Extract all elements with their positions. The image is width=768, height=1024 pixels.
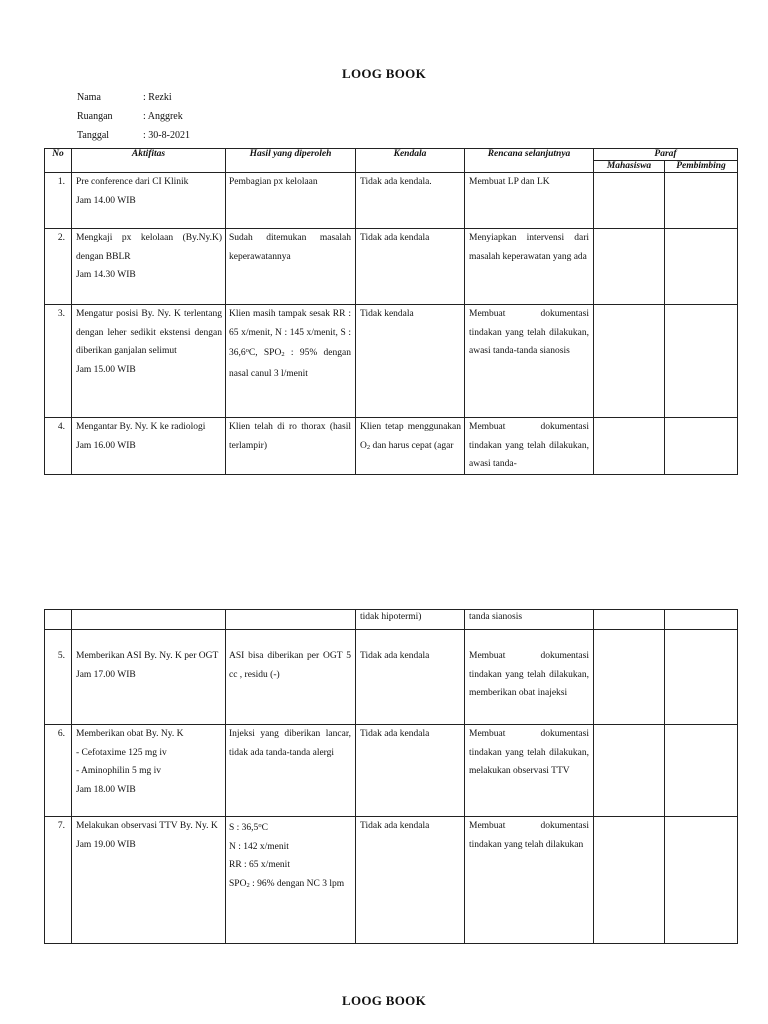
row-paraf-mahasiswa [594, 229, 665, 305]
row-no: 5. [45, 630, 72, 725]
rencana-text: tanda sianosis [469, 612, 523, 622]
header-hasil: Hasil yang diperoleh [226, 149, 356, 173]
table-row [45, 418, 738, 475]
row-no [45, 610, 72, 630]
ruangan-value: : Anggrek [143, 111, 183, 122]
row-aktifitas: Mengantar By. Ny. K ke radiologi Jam 16.00 WIB [72, 418, 226, 475]
table-row [45, 229, 738, 305]
row-no: 2. [45, 229, 72, 305]
row-rencana: Membuat dokumentasi tindakan yang telah dilakukan, awasi tanda-tanda sianosis [465, 305, 594, 418]
aktifitas-line: Memberikan obat By. Ny. K [76, 729, 184, 739]
kendala-text: tidak hipotermi) [360, 612, 422, 622]
row-hasil: Klien telah di ro thorax (hasil terlampir) [226, 418, 356, 475]
row-paraf-pembimbing [665, 630, 738, 725]
row-no: 4. [45, 418, 72, 475]
row-rencana: Membuat dokumentasi tindakan yang telah dilakukan, melakukan observasi TTV [465, 725, 594, 817]
row-hasil: ASI bisa diberikan per OGT 5 cc , residu (-) [226, 630, 356, 725]
table-row [45, 725, 738, 817]
row-kendala [356, 418, 465, 475]
row-aktifitas: Pre conference dari CI Klinik Jam 14.00 WIB [72, 173, 226, 229]
row-paraf-mahasiswa [594, 610, 665, 630]
hasil-text: : 95% dengan nasal canul 3 l/menit [229, 348, 351, 379]
row-rencana [465, 418, 594, 475]
tanggal-label: Tanggal [77, 130, 110, 141]
row-hasil: Pembagian px kelolaan [226, 173, 356, 229]
row-aktifitas: Memberikan ASI By. Ny. K per OGT Jam 17.00 WIB [72, 630, 226, 725]
row-hasil [226, 610, 356, 630]
table-row [45, 305, 738, 418]
header-paraf: Paraf [594, 149, 738, 161]
vital-sign-line [229, 875, 351, 896]
row-kendala: Tidak ada kendala [356, 725, 465, 817]
row-no: 6. [45, 725, 72, 817]
logbook-table [44, 148, 738, 475]
row-hasil [226, 305, 356, 418]
aktifitas-line: Jam 18.00 WIB [76, 784, 136, 795]
rencana-text: Membuat dokumentasi tindakan yang telah dilakukan, awasi tanda- [469, 422, 589, 469]
hasil-text: : 96% dengan NC 3 lpm [249, 878, 345, 889]
row-paraf-mahasiswa [594, 725, 665, 817]
row-aktifitas [72, 725, 226, 817]
row-paraf-pembimbing [665, 173, 738, 229]
header-mahasiswa: Mahasiswa [594, 161, 665, 173]
degree-mark: o [245, 347, 249, 354]
nama-value: : Rezki [143, 92, 172, 103]
row-paraf-pembimbing [665, 610, 738, 630]
row-rencana: Membuat LP dan LK [465, 173, 594, 229]
vital-sign-line [229, 817, 351, 838]
kendala-text: Klien tetap menggunakan O [360, 422, 461, 451]
header-aktifitas: Aktifitas [72, 149, 226, 173]
page-title: LOOG BOOK [342, 66, 426, 81]
hasil-text: C, SPO [248, 348, 282, 358]
row-no: 7. [45, 817, 72, 944]
row-paraf-mahasiswa [594, 817, 665, 944]
row-rencana [465, 610, 594, 630]
logbook-table-continued [44, 609, 738, 944]
row-aktifitas: Melakukan observasi TTV By. Ny. K Jam 19.00 WIB [72, 817, 226, 944]
row-paraf-pembimbing [665, 229, 738, 305]
row-paraf-mahasiswa [594, 418, 665, 475]
header-no: No [45, 149, 72, 173]
tanggal-value: : 30-8-2021 [143, 130, 190, 141]
degree-mark: o [258, 822, 262, 829]
row-paraf-mahasiswa [594, 305, 665, 418]
row-kendala [356, 610, 465, 630]
row-kendala: Tidak ada kendala. [356, 173, 465, 229]
hasil-text: S : 36,5 [229, 823, 259, 833]
table-row [45, 173, 738, 229]
row-paraf-pembimbing [665, 725, 738, 817]
vital-sign-line: RR : 65 x/menit [229, 860, 290, 870]
table-row [45, 817, 738, 944]
row-rencana: Menyiapkan intervensi dari masalah keperawatan yang ada [465, 229, 594, 305]
hasil-text: C [261, 823, 268, 833]
row-hasil: Sudah ditemukan masalah keperawatannya [226, 229, 356, 305]
row-kendala: Tidak ada kendala [356, 630, 465, 725]
row-rencana: Membuat dokumentasi tindakan yang telah dilakukan, memberikan obat inajeksi [465, 630, 594, 725]
hasil-text: Klien masih tampak sesak RR : 65 x/menit, N : 145 x/menit, S : 36,6 [229, 309, 351, 358]
page-title-next: LOOG BOOK [342, 993, 426, 1008]
table-row [45, 630, 738, 725]
row-kendala: Tidak ada kendala [356, 817, 465, 944]
header-kendala: Kendala [356, 149, 465, 173]
vital-sign-line: N : 142 x/menit [229, 841, 289, 852]
ruangan-label: Ruangan [77, 111, 113, 122]
row-paraf-mahasiswa [594, 630, 665, 725]
nama-label: Nama [77, 92, 101, 103]
aktifitas-line: - Cefotaxime 125 mg iv [76, 747, 167, 758]
subscript: 2 [366, 443, 371, 451]
row-paraf-pembimbing [665, 418, 738, 475]
row-rencana: Membuat dokumentasi tindakan yang telah dilakukan [465, 817, 594, 944]
row-aktifitas: Mengkaji px kelolaan (By.Ny.K) dengan BBLR Jam 14.30 WIB [72, 229, 226, 305]
row-aktifitas: Mengatur posisi By. Ny. K terlentang dengan leher sedikit ekstensi dengan diberikan ganjalan selimut Jam 15.00 WIB [72, 305, 226, 418]
row-kendala: Tidak kendala [356, 305, 465, 418]
row-paraf-pembimbing [665, 305, 738, 418]
subscript: 2 [281, 351, 285, 358]
kendala-text: dan harus cepat (agar [370, 440, 454, 451]
row-hasil: Injeksi yang diberikan lancar, tidak ada tanda-tanda alergi [226, 725, 356, 817]
row-paraf-mahasiswa [594, 173, 665, 229]
subscript: 2 [246, 881, 250, 889]
table-row [45, 610, 738, 630]
row-no: 3. [45, 305, 72, 418]
row-no: 1. [45, 173, 72, 229]
hasil-text: SPO [229, 878, 247, 889]
row-aktifitas [72, 610, 226, 630]
aktifitas-line: - Aminophilin 5 mg iv [76, 766, 161, 776]
row-paraf-pembimbing [665, 817, 738, 944]
row-kendala: Tidak ada kendala [356, 229, 465, 305]
header-rencana: Rencana selanjutnya [465, 149, 594, 173]
header-pembimbing: Pembimbing [665, 161, 738, 173]
row-hasil [226, 817, 356, 944]
